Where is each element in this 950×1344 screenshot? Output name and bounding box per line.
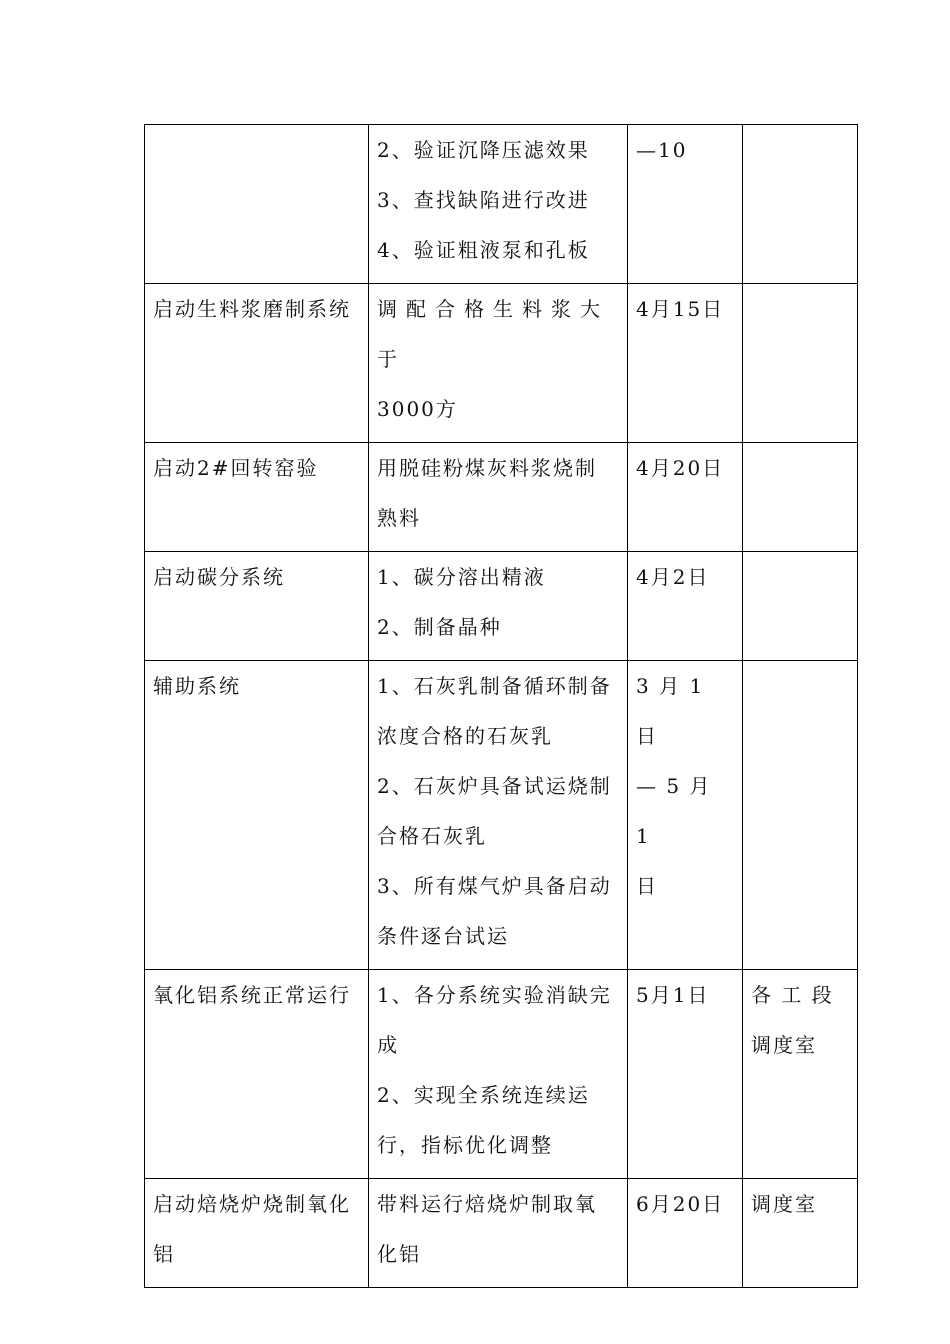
date-text: 4月2日 xyxy=(636,565,710,589)
content-line: 2、验证沉降压滤效果 xyxy=(377,138,590,162)
content-cell xyxy=(369,1179,628,1288)
content-line: 3、所有煤气炉具备启动 xyxy=(377,874,612,898)
table-row xyxy=(145,284,858,443)
content-line: 1、石灰乳制备循环制备 xyxy=(377,674,612,698)
task-cell xyxy=(145,125,369,284)
date-text: — 5 月 1 xyxy=(636,774,712,848)
content-line: 3、查找缺陷进行改进 xyxy=(377,188,590,212)
task-text: 启动碳分系统 xyxy=(153,565,285,589)
content-line: 2、制备晶种 xyxy=(377,615,502,639)
owner-cell xyxy=(743,284,858,443)
table-row xyxy=(145,661,858,970)
content-line: 3000方 xyxy=(377,397,458,421)
task-cell xyxy=(145,443,369,552)
task-text: 辅助系统 xyxy=(153,674,241,698)
date-text: 6月20日 xyxy=(636,1192,725,1216)
task-text: 启动焙烧炉烧制氧化铝 xyxy=(153,1192,351,1266)
schedule-table xyxy=(144,124,858,1288)
task-cell xyxy=(145,661,369,970)
content-line: 成 xyxy=(377,1033,399,1057)
owner-cell xyxy=(743,443,858,552)
table-row xyxy=(145,125,858,284)
task-text: 启动生料浆磨制系统 xyxy=(153,297,351,321)
date-cell xyxy=(628,970,743,1179)
content-line: 4、验证粗液泵和孔板 xyxy=(377,238,590,262)
content-line: 合格石灰乳 xyxy=(377,824,487,848)
date-text: 日 xyxy=(636,874,658,898)
content-cell xyxy=(369,284,628,443)
date-text: 5月1日 xyxy=(636,983,710,1007)
owner-text: 各 工 段 xyxy=(751,983,834,1007)
owner-cell xyxy=(743,970,858,1179)
date-text: 4月20日 xyxy=(636,456,725,480)
content-cell xyxy=(369,661,628,970)
content-cell xyxy=(369,443,628,552)
date-cell xyxy=(628,1179,743,1288)
content-line: 带料运行焙烧炉制取氧 xyxy=(377,1192,597,1216)
date-text: 4月15日 xyxy=(636,297,725,321)
task-cell xyxy=(145,1179,369,1288)
content-line: 1、各分系统实验消缺完 xyxy=(377,983,612,1007)
content-line: 用脱硅粉煤灰料浆烧制 xyxy=(377,456,597,480)
content-cell xyxy=(369,970,628,1179)
content-line: 2、石灰炉具备试运烧制 xyxy=(377,774,612,798)
date-cell xyxy=(628,661,743,970)
content-cell xyxy=(369,552,628,661)
task-cell xyxy=(145,552,369,661)
date-cell xyxy=(628,125,743,284)
task-text: 氧化铝系统正常运行 xyxy=(153,983,351,1007)
table-row xyxy=(145,443,858,552)
content-line: 行，指标优化调整 xyxy=(377,1133,553,1157)
date-cell xyxy=(628,552,743,661)
task-cell xyxy=(145,284,369,443)
date-text: 3 月 1 日 xyxy=(636,674,705,748)
table-row xyxy=(145,1179,858,1288)
content-cell xyxy=(369,125,628,284)
content-line: 熟料 xyxy=(377,506,421,530)
content-line: 1、碳分溶出精液 xyxy=(377,565,546,589)
date-text: —10 xyxy=(636,138,688,162)
content-line: 2、实现全系统连续运 xyxy=(377,1083,590,1107)
owner-cell xyxy=(743,661,858,970)
content-line: 调配合格生料浆大于 xyxy=(377,297,609,371)
owner-text: 调度室 xyxy=(751,1192,817,1216)
owner-cell xyxy=(743,552,858,661)
content-line: 浓度合格的石灰乳 xyxy=(377,724,553,748)
date-cell xyxy=(628,443,743,552)
task-text: 启动2#回转窑验 xyxy=(153,456,319,480)
owner-cell xyxy=(743,1179,858,1288)
owner-text: 调度室 xyxy=(751,1033,817,1057)
owner-cell xyxy=(743,125,858,284)
content-line: 条件逐台试运 xyxy=(377,924,509,948)
table-row xyxy=(145,552,858,661)
task-cell xyxy=(145,970,369,1179)
date-cell xyxy=(628,284,743,443)
content-line: 化铝 xyxy=(377,1242,421,1266)
table-row xyxy=(145,970,858,1179)
